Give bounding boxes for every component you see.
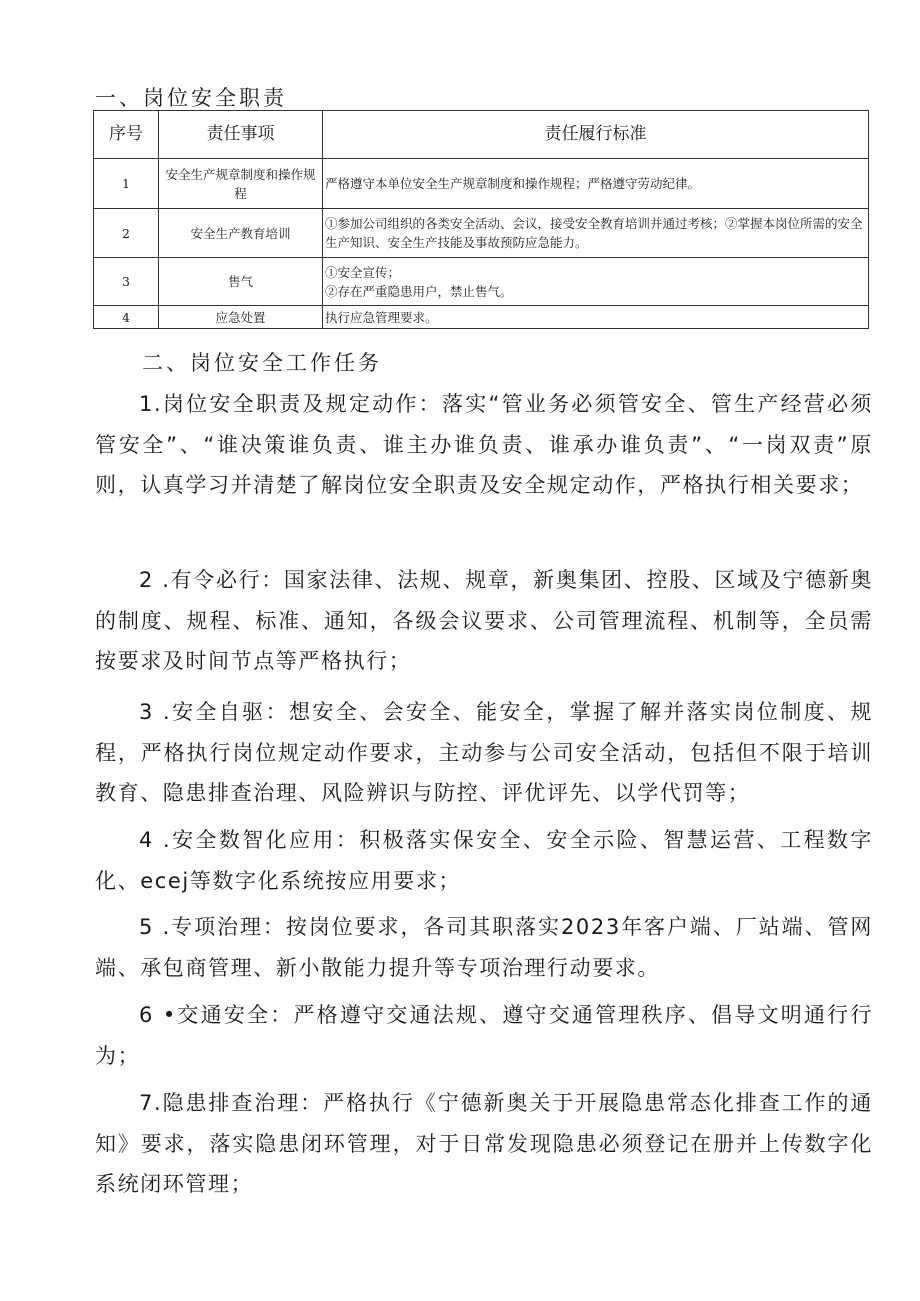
- cell-no: 1: [94, 159, 159, 209]
- task-paragraph: 4 .安全数智化应用：积极落实保安全、安全示险、智慧运营、工程数字化、ecej等数字化系统按应用要求；: [95, 828, 873, 893]
- cell-standard: [323, 258, 869, 306]
- cell-standard: ①参加公司组织的各类安全活动、会议，接受安全教育培训并通过考核；②掌握本岗位所需的安全生产知识、安全生产技能及事故预防应急能力。: [323, 209, 869, 258]
- cell-item: 应急处置: [159, 306, 323, 329]
- task-paragraph: 1.岗位安全职责及规定动作：落实“管业务必须管安全、管生产经营必须管安全”、“谁决策谁负责、谁主办谁负责、谁承办谁负责”、“一岗双责”原则，认真学习并清楚了解岗位安全职责及安全规定动作，严格执行相关要求；: [95, 392, 873, 497]
- cell-no: 2: [94, 209, 159, 258]
- cell-standard-line: ①安全宣传；: [325, 264, 401, 280]
- cell-item: 安全生产教育培训: [159, 209, 323, 258]
- table-row: [94, 159, 869, 209]
- cell-standard: 执行应急管理要求。: [323, 306, 869, 329]
- task-paragraph: 5 .专项治理：按岗位要求，各司其职落实2023年客户端、厂站端、管网端、承包商管理、新小散能力提升等专项治理行动要求。: [95, 915, 873, 980]
- task-paragraph: 3 .安全自驱：想安全、会安全、能安全，掌握了解并落实岗位制度、规程，严格执行岗位规定动作要求，主动参与公司安全活动，包括但不限于培训教育、隐患排查治理、风险辨识与防控、评优评先、以学代罚等；: [95, 700, 873, 805]
- table-row: [94, 306, 869, 329]
- cell-standard: 严格遵守本单位安全生产规章制度和操作规程；严格遵守劳动纪律。: [323, 159, 869, 209]
- table-header-row: [94, 111, 869, 159]
- cell-standard-line: ②存在严重隐患用户，禁止售气。: [325, 283, 513, 299]
- section-title-tasks: 二、岗位安全工作任务: [142, 351, 382, 375]
- task-paragraph: 2 .有令必行：国家法律、法规、规章，新奥集团、控股、区域及宁德新奥的制度、规程、标准、通知，各级会议要求、公司管理流程、机制等，全员需按要求及时间节点等严格执行；: [95, 568, 873, 673]
- cell-item: 安全生产规章制度和操作规程: [159, 159, 323, 209]
- header-item: 责任事项: [159, 111, 323, 159]
- table-row: [94, 258, 869, 306]
- task-paragraph: 7.隐患排查治理：严格执行《宁德新奥关于开展隐患常态化排查工作的通知》要求，落实隐患闭环管理，对于日常发现隐患必须登记在册并上传数字化系统闭环管理；: [95, 1091, 873, 1196]
- duty-table: [93, 110, 869, 329]
- task-paragraph: 6 •交通安全：严格遵守交通法规、遵守交通管理秩序、倡导文明通行行为；: [95, 1003, 873, 1068]
- table-row: [94, 209, 869, 258]
- header-no: 序号: [94, 111, 159, 159]
- cell-no: 4: [94, 306, 159, 329]
- section-title-duties: 一、岗位安全职责: [95, 86, 287, 110]
- header-standard: 责任履行标准: [323, 111, 869, 159]
- cell-no: 3: [94, 258, 159, 306]
- cell-item: 售气: [159, 258, 323, 306]
